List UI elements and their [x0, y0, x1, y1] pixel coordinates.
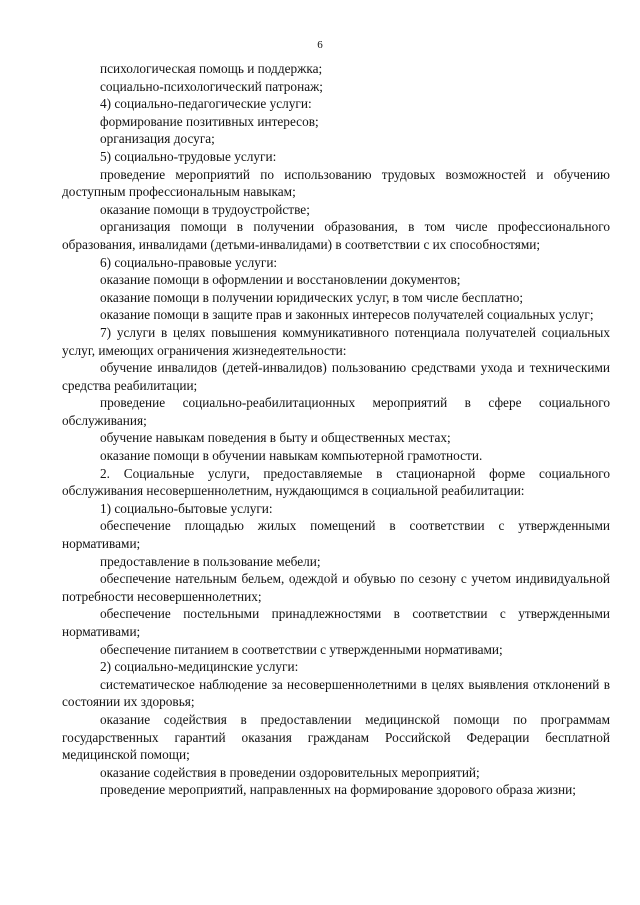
paragraph: 4) социально-педагогические услуги:: [100, 96, 312, 112]
paragraph: 1) социально-бытовые услуги:: [100, 500, 273, 516]
document-body: [62, 60, 610, 799]
paragraph: обеспечение нательным бельем, одеждой и обувью по сезону с учетом индивидуальной потребности несовершеннолетних;: [62, 571, 610, 604]
paragraph: оказание помощи в обучении навыкам компьютерной грамотности.: [100, 448, 483, 464]
paragraph: 2. Социальные услуги, предоставляемые в стационарной форме социального обслуживания несовершеннолетним, нуждающимся в социальной реабилитации:: [62, 465, 610, 499]
paragraph: обеспечение площадью жилых помещений в соответствии с утвержденными нормативами;: [62, 518, 610, 552]
paragraph: оказание помощи в получении юридических услуг, в том числе бесплатно;: [100, 289, 524, 305]
paragraph: систематическое наблюдение за несовершеннолетними в целях выявления отклонений в состоянии их здоровья;: [62, 676, 610, 710]
paragraph: формирование позитивных интересов;: [100, 113, 319, 129]
paragraph: 6) социально-правовые услуги:: [100, 254, 278, 270]
paragraph: психологическая помощь и поддержка;: [100, 61, 323, 76]
paragraph: социально-психологический патронаж;: [100, 78, 323, 94]
paragraph: обеспечение питанием в соответствии с утвержденными нормативами;: [100, 641, 503, 657]
paragraph: предоставление в пользование мебели;: [100, 553, 321, 569]
paragraph: проведение социально-реабилитационных мероприятий в сфере социального обслуживания;: [62, 395, 610, 428]
paragraph: оказание помощи в защите прав и законных интересов получателей социальных услуг;: [100, 307, 594, 323]
paragraph: 7) услуги в целях повышения коммуникативного потенциала получателей социальных услуг, имеющих ограничения жизнедеятельности:: [62, 324, 610, 358]
paragraph: 2) социально-медицинские услуги:: [100, 659, 299, 675]
paragraph: оказание содействия в проведении оздоровительных мероприятий;: [100, 764, 480, 780]
paragraph: обучение навыкам поведения в быту и общественных местах;: [100, 430, 451, 446]
paragraph: 5) социально-трудовые услуги:: [100, 148, 277, 164]
paragraph: оказание содействия в предоставлении медицинской помощи по программам государственных гарантий оказания гражданам Российской Федерации бесплатной медицинской помощи;: [62, 711, 610, 763]
paragraph: организация досуга;: [100, 131, 215, 147]
page-number: 6: [317, 39, 323, 51]
paragraph: обеспечение постельными принадлежностями в соответствии с утвержденными нормативами;: [62, 606, 610, 639]
paragraph: проведение мероприятий по использованию трудовых возможностей и обучению доступным профессиональным навыкам;: [62, 166, 610, 200]
paragraph: проведение мероприятий, направленных на формирование здорового образа жизни;: [100, 782, 576, 798]
paragraph: организация помощи в получении образования, в том числе профессионального образования, инвалидами (детьми-инвалидами) в соответствии с их способностями;: [62, 219, 610, 252]
paragraph: оказание помощи в трудоустройстве;: [100, 201, 310, 217]
paragraph: обучение инвалидов (детей-инвалидов) пользованию средствами ухода и техническими средства реабилитации;: [62, 360, 610, 393]
paragraph: оказание помощи в оформлении и восстановлении документов;: [100, 272, 461, 288]
